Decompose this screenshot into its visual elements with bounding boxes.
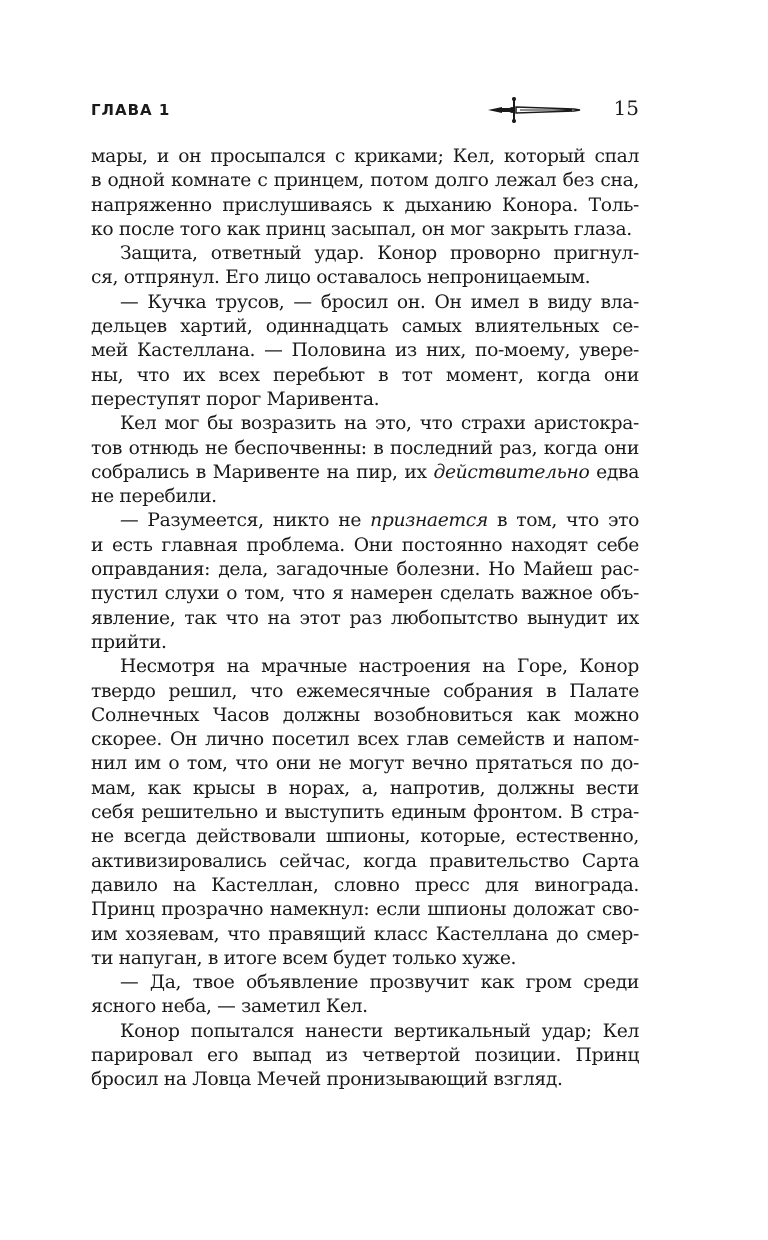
text-line: ти напуган, в итоге всем будет только хуже.	[91, 947, 517, 969]
paragraph	[91, 971, 639, 1020]
text-line: прийти.	[91, 631, 167, 653]
paragraph	[91, 412, 639, 509]
text-line: не всегда действовали шпионы, которые, естественно,	[91, 826, 639, 848]
text-line: себя решительно и выступить единым фронтом. В стра-	[91, 802, 639, 824]
text-line: и есть главная проблема. Они постоянно находят себе	[91, 534, 639, 556]
page-number: 15	[613, 96, 639, 120]
text-line: Защита, ответный удар. Конор проворно пригнул-	[120, 243, 639, 265]
paragraph	[91, 242, 639, 291]
text-line: — Да, твое объявление прозвучит как гром среди	[120, 972, 639, 994]
chapter-title: ГЛАВА 1	[91, 101, 171, 119]
text-line: ся, отпрянул. Его лицо оставалось непроницаемым.	[91, 267, 591, 289]
text-line: нил им о том, что они не могут вечно прятаться по до-	[91, 753, 639, 775]
text-run: собрались в Маривенте на пир, их	[91, 461, 434, 483]
text-line: переступят порог Маривента.	[91, 388, 380, 410]
text-line: Конор попытался нанести вертикальный удар; Кел	[120, 1020, 639, 1042]
text-line: ясного неба, — заметил Кел.	[91, 996, 368, 1018]
text-line: не перебили.	[91, 486, 217, 508]
text-line: Принц прозрачно намекнул: если шпионы доложат сво-	[91, 899, 639, 921]
text-line	[91, 461, 639, 485]
dagger-ornament-icon	[486, 95, 582, 125]
text-run: — Разумеется, никто не	[120, 510, 371, 532]
paragraph	[91, 1020, 639, 1093]
text-line: явление, так что на этот раз любопытство вынудит их	[91, 607, 639, 629]
italic-word: признается	[370, 510, 488, 532]
italic-word: действительно	[433, 461, 590, 483]
text-line: дельцев хартий, одиннадцать самых влиятельных се-	[91, 316, 639, 338]
text-line: Солнечных Часов должны возобновиться как можно	[91, 704, 639, 726]
text-line	[91, 509, 639, 533]
text-line: ны, что их всех перебьют в тот момент, когда они	[91, 364, 639, 386]
paragraph	[91, 291, 639, 412]
text-line: бросил на Ловца Мечей пронизывающий взгляд.	[91, 1069, 563, 1091]
paragraph	[91, 655, 639, 971]
text-run: едва	[589, 461, 640, 483]
running-header	[91, 95, 639, 125]
text-line: давило на Кастеллан, словно пресс для винограда.	[91, 874, 639, 896]
text-line: тов отнюдь не беспочвенны: в последний раз, когда они	[91, 437, 639, 459]
text-line: мам, как крысы в норах, а, напротив, должны вести	[91, 777, 639, 799]
text-run: в том, что это	[487, 510, 639, 532]
text-line: им хозяевам, что правящий класс Кастеллана до смер-	[91, 923, 639, 945]
text-line: активизировались сейчас, когда правительство Сарта	[91, 850, 639, 872]
text-line: мей Кастеллана. — Половина из них, по-моему, увере-	[91, 340, 639, 362]
text-line: в одной комнате с принцем, потом долго лежал без сна,	[91, 170, 639, 192]
paragraph	[91, 509, 639, 655]
text-line: твердо решил, что ежемесячные собрания в Палате	[91, 680, 639, 702]
body-text	[91, 145, 639, 1093]
text-line: — Кучка трусов, — бросил он. Он имел в виду вла-	[120, 291, 639, 313]
text-line: оправдания: дела, загадочные болезни. Но Майеш рас-	[91, 559, 639, 581]
text-line: напряженно прислушиваясь к дыханию Конора. Толь-	[91, 194, 639, 216]
paragraph	[91, 145, 639, 242]
text-line: ко после того как принц засыпал, он мог закрыть глаза.	[91, 218, 632, 240]
text-line: Кел мог бы возразить на это, что страхи аристокра-	[120, 413, 639, 435]
text-line: парировал его выпад из четвертой позиции. Принц	[91, 1044, 639, 1066]
text-line: пустил слухи о том, что я намерен сделать важное объ-	[91, 583, 639, 605]
text-line: скорее. Он лично посетил всех глав семейств и напом-	[91, 729, 639, 751]
text-line: мары, и он просыпался с криками; Кел, который спал	[91, 146, 639, 167]
text-line: Несмотря на мрачные настроения на Горе, Конор	[120, 656, 639, 678]
